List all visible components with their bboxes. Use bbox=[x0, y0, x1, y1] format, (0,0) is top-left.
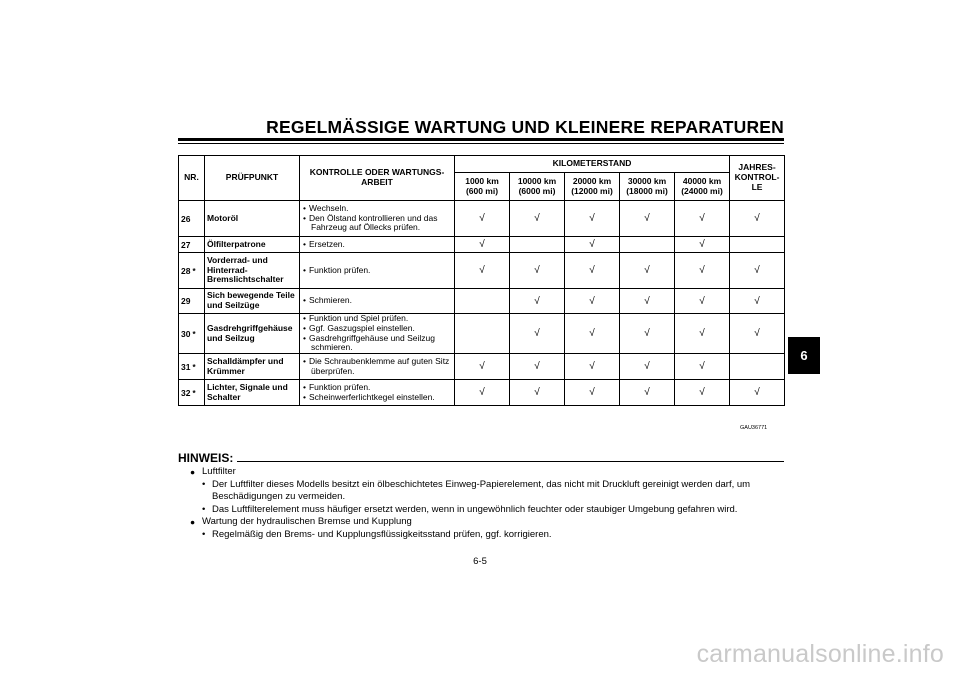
note-subitem: • Regelmäßig den Brems- und Kupplungsflüssigkeitsstand prüfen, ggf. korrigieren. bbox=[178, 529, 784, 542]
interval-check: √ bbox=[510, 354, 565, 380]
note-item: ● Wartung der hydraulischen Bremse und Kupplung bbox=[178, 516, 784, 529]
action-bullet: • Den Ölstand kontrollieren und das Fahrzeug auf Öllecks prüfen. bbox=[302, 214, 452, 234]
interval-check: √ bbox=[620, 314, 675, 354]
interval-check: √ bbox=[565, 289, 620, 314]
interval-check bbox=[510, 237, 565, 253]
row-number bbox=[179, 354, 205, 380]
maintenance-table bbox=[178, 155, 785, 406]
interval-check: √ bbox=[730, 289, 785, 314]
hinweis-notes bbox=[178, 466, 784, 541]
header-annual: JAHRES-KONTROL-LE bbox=[730, 156, 785, 201]
interval-check: √ bbox=[565, 237, 620, 253]
note-subitem: • Der Luftfilter dieses Modells besitzt ein ölbeschichtetes Einweg-Papierelement, das nicht mit Druckluft gereinigt werden darf, um Beschädigungen zu vermeiden. bbox=[178, 479, 784, 504]
row-number-text: 26 bbox=[181, 213, 191, 224]
action-bullet: • Wechseln. bbox=[302, 204, 452, 214]
check-item: Vorderrad- und Hinterrad-Bremslichtschalter bbox=[205, 253, 300, 289]
maintenance-action bbox=[300, 289, 455, 314]
row-number bbox=[179, 237, 205, 253]
row-number bbox=[179, 253, 205, 289]
maintenance-action bbox=[300, 354, 455, 380]
interval-check: √ bbox=[675, 253, 730, 289]
table-row bbox=[179, 380, 785, 406]
watermark: carmanualsonline.info bbox=[696, 640, 944, 668]
dealer-service-mark: * bbox=[192, 363, 196, 373]
action-bullet: • Funktion prüfen. bbox=[302, 383, 452, 393]
row-number bbox=[179, 314, 205, 354]
check-item: Motoröl bbox=[205, 201, 300, 237]
action-bullet: • Gasdrehgriffgehäuse und Seilzug schmieren. bbox=[302, 334, 452, 354]
interval-check: √ bbox=[730, 314, 785, 354]
table-row bbox=[179, 253, 785, 289]
interval-check: √ bbox=[565, 201, 620, 237]
row-number-text: 30 bbox=[181, 328, 191, 339]
interval-check: √ bbox=[455, 201, 510, 237]
header-item: PRÜFPUNKT bbox=[205, 156, 300, 201]
interval-check: √ bbox=[675, 201, 730, 237]
interval-check: √ bbox=[730, 253, 785, 289]
interval-check: √ bbox=[455, 380, 510, 406]
dealer-service-mark: * bbox=[192, 389, 196, 399]
interval-check: √ bbox=[510, 253, 565, 289]
interval-check: √ bbox=[620, 380, 675, 406]
interval-check: √ bbox=[620, 354, 675, 380]
interval-check bbox=[620, 237, 675, 253]
interval-check: √ bbox=[510, 201, 565, 237]
interval-check: √ bbox=[730, 380, 785, 406]
action-bullet: • Funktion und Spiel prüfen. bbox=[302, 314, 452, 324]
header-interval: 20000 km (12000 mi) bbox=[565, 173, 620, 201]
reference-code: GAU36771 bbox=[740, 425, 768, 431]
interval-check: √ bbox=[565, 314, 620, 354]
maintenance-action bbox=[300, 237, 455, 253]
row-number bbox=[179, 380, 205, 406]
interval-check: √ bbox=[455, 354, 510, 380]
interval-check bbox=[455, 289, 510, 314]
table-row bbox=[179, 289, 785, 314]
row-number-text: 27 bbox=[181, 239, 191, 250]
header-interval: 40000 km (24000 mi) bbox=[675, 173, 730, 201]
check-item: Ölfilterpatrone bbox=[205, 237, 300, 253]
interval-check bbox=[455, 314, 510, 354]
interval-check: √ bbox=[565, 380, 620, 406]
check-item: Schalldämpfer und Krümmer bbox=[205, 354, 300, 380]
header-interval: 30000 km (18000 mi) bbox=[620, 173, 675, 201]
header-nr: NR. bbox=[179, 156, 205, 201]
interval-check bbox=[730, 354, 785, 380]
interval-check: √ bbox=[730, 201, 785, 237]
hinweis-heading: HINWEIS: bbox=[178, 451, 237, 465]
page-number: 6-5 bbox=[473, 556, 487, 567]
table-row bbox=[179, 237, 785, 253]
maintenance-action bbox=[300, 253, 455, 289]
maintenance-action bbox=[300, 314, 455, 354]
header-km: KILOMETERSTAND bbox=[455, 156, 730, 173]
interval-check bbox=[730, 237, 785, 253]
maintenance-action bbox=[300, 380, 455, 406]
action-bullet: • Die Schraubenklemme auf guten Sitz überprüfen. bbox=[302, 357, 452, 377]
table-row bbox=[179, 201, 785, 237]
table-row bbox=[179, 354, 785, 380]
row-number-text: 28 bbox=[181, 265, 191, 276]
table-row bbox=[179, 314, 785, 354]
header-interval: 1000 km (600 mi) bbox=[455, 173, 510, 201]
row-number bbox=[179, 201, 205, 237]
note-subitem: • Das Luftfilterelement muss häufiger ersetzt werden, wenn in ungewöhnlich feuchter oder staubiger Umgebung gefahren wird. bbox=[178, 504, 784, 517]
header-action: KONTROLLE ODER WARTUNGS-ARBEIT bbox=[300, 156, 455, 201]
check-item: Lichter, Signale und Schalter bbox=[205, 380, 300, 406]
interval-check: √ bbox=[510, 289, 565, 314]
title-rule-thin bbox=[178, 143, 784, 144]
action-bullet: • Schmieren. bbox=[302, 296, 452, 306]
interval-check: √ bbox=[620, 289, 675, 314]
row-number bbox=[179, 289, 205, 314]
interval-check: √ bbox=[510, 314, 565, 354]
header-interval: 10000 km (6000 mi) bbox=[510, 173, 565, 201]
interval-check: √ bbox=[675, 354, 730, 380]
row-number-text: 31 bbox=[181, 361, 191, 372]
action-bullet: • Ersetzen. bbox=[302, 240, 452, 250]
interval-check: √ bbox=[510, 380, 565, 406]
interval-check: √ bbox=[565, 253, 620, 289]
action-bullet: • Ggf. Gaszugspiel einstellen. bbox=[302, 324, 452, 334]
hinweis-rule bbox=[178, 461, 784, 462]
title-rule-thick bbox=[178, 138, 784, 141]
chapter-tab[interactable]: 6 bbox=[788, 337, 820, 374]
dealer-service-mark: * bbox=[192, 267, 196, 276]
action-bullet: • Funktion prüfen. bbox=[302, 266, 452, 276]
check-item: Gasdrehgriffgehäuse und Seilzug bbox=[205, 314, 300, 354]
interval-check: √ bbox=[620, 201, 675, 237]
maintenance-action bbox=[300, 201, 455, 237]
page-title: REGELMÄSSIGE WARTUNG UND KLEINERE REPARATUREN bbox=[266, 117, 784, 137]
interval-check: √ bbox=[675, 237, 730, 253]
row-number-text: 29 bbox=[181, 296, 191, 306]
interval-check: √ bbox=[455, 237, 510, 253]
interval-check: √ bbox=[675, 314, 730, 354]
row-number-text: 32 bbox=[181, 387, 191, 398]
dealer-service-mark: * bbox=[192, 330, 196, 340]
interval-check: √ bbox=[565, 354, 620, 380]
interval-check: √ bbox=[675, 380, 730, 406]
check-item: Sich bewegende Teile und Seilzüge bbox=[205, 289, 300, 314]
note-item: ● Luftfilter bbox=[178, 466, 784, 479]
action-bullet: • Scheinwerferlichtkegel einstellen. bbox=[302, 393, 452, 403]
interval-check: √ bbox=[455, 253, 510, 289]
interval-check: √ bbox=[675, 289, 730, 314]
interval-check: √ bbox=[620, 253, 675, 289]
